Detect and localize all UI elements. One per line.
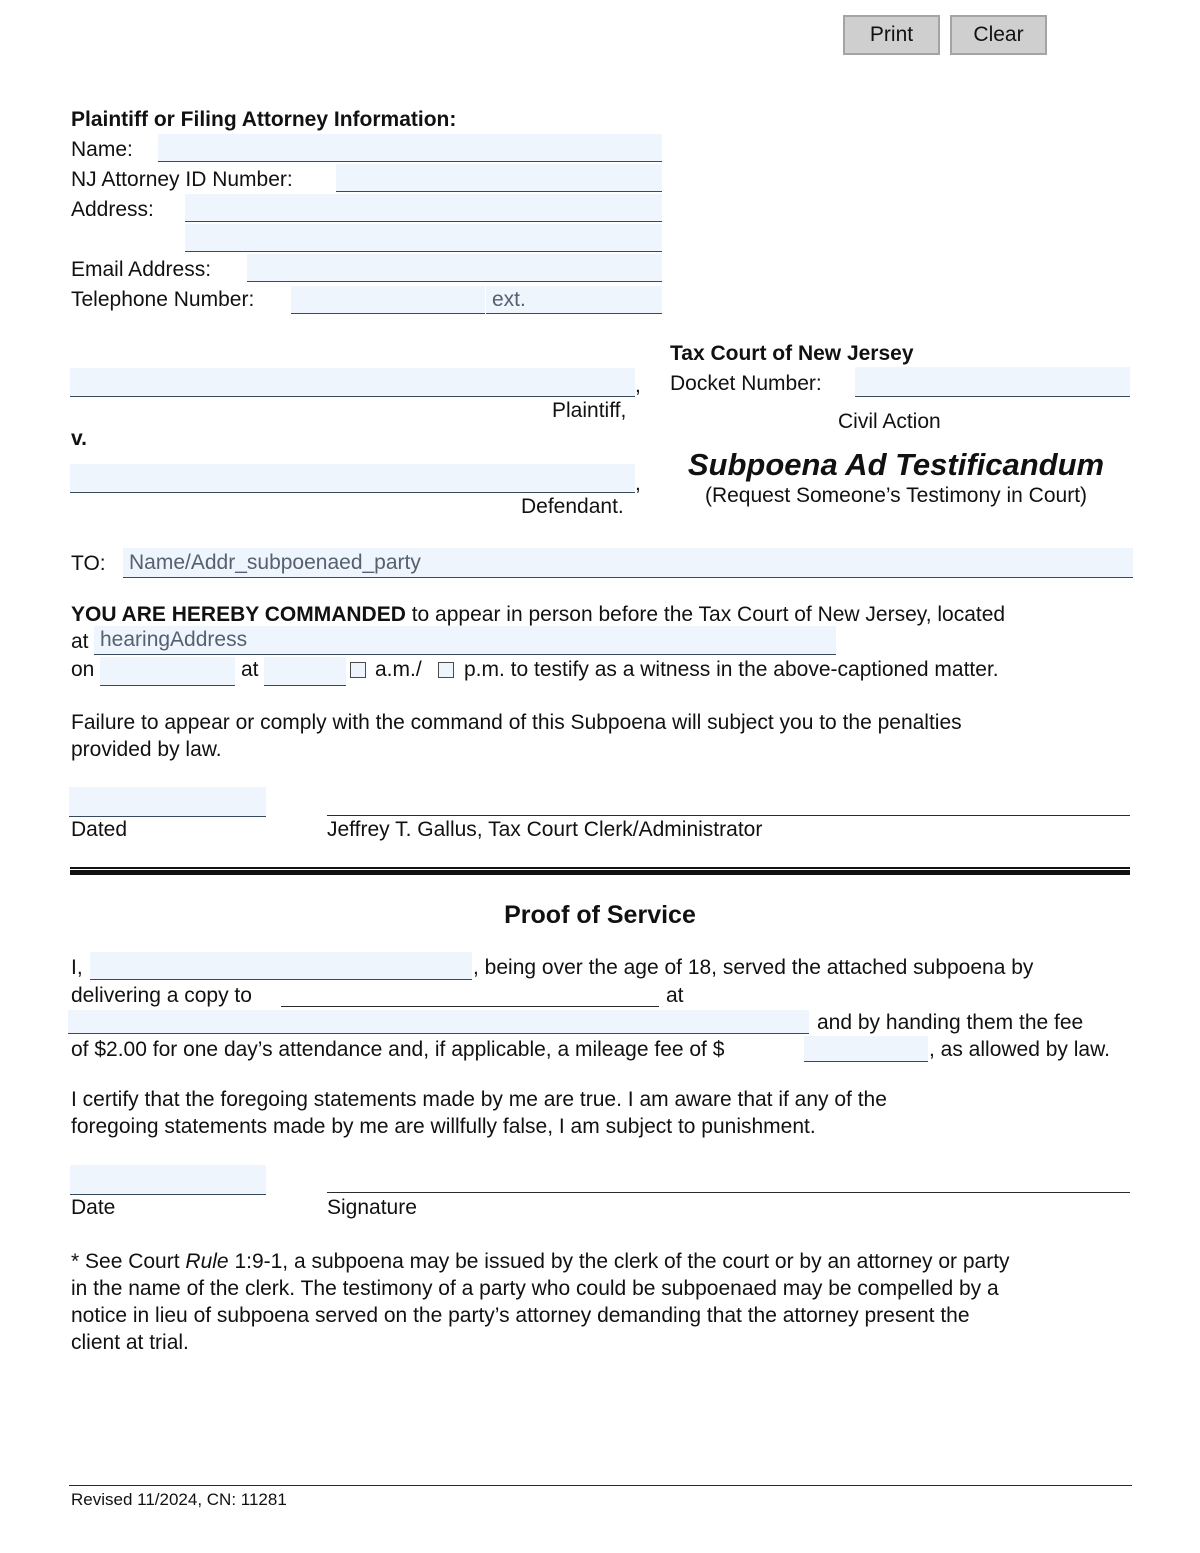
certify-line1: I certify that the foregoing statements made by me are true. I am aware that if any of the bbox=[71, 1088, 887, 1111]
defendant-name-field[interactable] bbox=[70, 464, 635, 493]
plaintiff-name-field[interactable] bbox=[70, 368, 635, 397]
civil-action-label: Civil Action bbox=[838, 410, 941, 433]
hearing-date-field[interactable] bbox=[100, 657, 235, 686]
attorney-id-field[interactable] bbox=[336, 164, 662, 192]
subpoenaed-party-field[interactable] bbox=[123, 548, 1133, 578]
proof-heading: Proof of Service bbox=[504, 901, 696, 929]
address-label: Address: bbox=[71, 198, 154, 221]
clear-button[interactable]: Clear bbox=[950, 15, 1047, 55]
failure-line2: provided by law. bbox=[71, 738, 222, 761]
clerk-name: Jeffrey T. Gallus, Tax Court Clerk/Administrator bbox=[327, 818, 763, 841]
footnote-line3: notice in lieu of subpoena served on the party’s attorney demanding that the attorney present the bbox=[71, 1304, 970, 1327]
footnote-line2: in the name of the clerk. The testimony of a party who could be subpoenaed may be compelled by a bbox=[71, 1277, 999, 1300]
dated-field[interactable] bbox=[69, 787, 266, 817]
footnote-line4: client at trial. bbox=[71, 1331, 189, 1354]
defendant-label: Defendant. bbox=[521, 495, 624, 518]
mileage-fee-field[interactable] bbox=[804, 1036, 928, 1062]
clerk-signature-line bbox=[327, 815, 1130, 816]
hearing-address-field[interactable] bbox=[94, 626, 836, 655]
defendant-comma: , bbox=[635, 472, 641, 495]
email-label: Email Address: bbox=[71, 258, 212, 281]
divider-thin bbox=[70, 867, 1130, 869]
attorney-id-label: NJ Attorney ID Number: bbox=[71, 168, 293, 191]
address-line2-field[interactable] bbox=[185, 224, 662, 252]
filer-name-field[interactable] bbox=[158, 134, 662, 162]
command-line bbox=[71, 603, 1005, 627]
am-checkbox[interactable] bbox=[350, 662, 366, 678]
am-label: a.m./ bbox=[375, 658, 422, 681]
proof-i-label: I, bbox=[71, 956, 83, 979]
command-bold: YOU ARE HEREBY COMMANDED bbox=[71, 603, 406, 626]
phone-field[interactable] bbox=[291, 286, 485, 314]
footnote-l1-b: 1:9-1, a subpoena may be issued by the clerk of the court or by an attorney or party bbox=[228, 1250, 1010, 1273]
pm-checkbox[interactable] bbox=[438, 662, 454, 678]
proof-date-label: Date bbox=[71, 1196, 116, 1219]
proof-line2-start: delivering a copy to bbox=[71, 984, 252, 1007]
address-line1-field[interactable] bbox=[185, 194, 662, 222]
name-label: Name: bbox=[71, 138, 133, 161]
pm-label: p.m. to testify as a witness in the above-captioned matter. bbox=[464, 658, 999, 681]
proof-line4-end: , as allowed by law. bbox=[929, 1038, 1110, 1061]
footer-rule bbox=[69, 1485, 1132, 1486]
proof-line3-end: and by handing them the fee bbox=[817, 1011, 1084, 1034]
proof-date-field[interactable] bbox=[70, 1165, 266, 1195]
print-button[interactable]: Print bbox=[843, 15, 940, 55]
footnote-line1 bbox=[71, 1250, 1010, 1274]
server-signature-line bbox=[327, 1192, 1130, 1193]
server-name-field[interactable] bbox=[90, 952, 472, 980]
email-field[interactable] bbox=[247, 254, 662, 282]
served-person-line bbox=[281, 1006, 659, 1007]
proof-signature-label: Signature bbox=[327, 1196, 417, 1219]
revision-note: Revised 11/2024, CN: 11281 bbox=[71, 1490, 287, 1509]
versus-label: v. bbox=[71, 427, 87, 450]
form-subtitle: (Request Someone’s Testimony in Court) bbox=[704, 484, 1088, 507]
command-text: to appear in person before the Tax Court of New Jersey, located bbox=[405, 603, 1006, 626]
plaintiff-label: Plaintiff, bbox=[552, 399, 627, 422]
divider-thick bbox=[70, 870, 1130, 875]
court-name: Tax Court of New Jersey bbox=[670, 342, 914, 365]
at-time-label: at bbox=[241, 658, 259, 681]
filer-heading: Plaintiff or Filing Attorney Information: bbox=[71, 108, 457, 131]
phone-ext-field[interactable] bbox=[486, 286, 662, 314]
form-title: Subpoena Ad Testificandum bbox=[687, 447, 1105, 482]
on-label: on bbox=[71, 658, 95, 681]
proof-line2-end: at bbox=[666, 984, 684, 1007]
hearing-time-field[interactable] bbox=[264, 657, 346, 686]
certify-line2: foregoing statements made by me are willfully false, I am subject to punishment. bbox=[71, 1115, 816, 1138]
failure-line1: Failure to appear or comply with the command of this Subpoena will subject you to the penalties bbox=[71, 711, 962, 734]
phone-label: Telephone Number: bbox=[71, 288, 255, 311]
docket-number-field[interactable] bbox=[855, 367, 1130, 397]
service-address-field[interactable] bbox=[68, 1010, 809, 1034]
footnote-rule: Rule bbox=[185, 1250, 229, 1273]
dated-label: Dated bbox=[71, 818, 128, 841]
docket-label: Docket Number: bbox=[670, 372, 822, 395]
proof-line4-start: of $2.00 for one day’s attendance and, if applicable, a mileage fee of $ bbox=[71, 1038, 725, 1061]
at-label: at bbox=[71, 630, 89, 653]
plaintiff-comma: , bbox=[635, 374, 641, 397]
proof-line1-text: , being over the age of 18, served the attached subpoena by bbox=[473, 956, 1034, 979]
footnote-l1-a: * See Court bbox=[71, 1250, 186, 1273]
to-label: TO: bbox=[71, 552, 106, 575]
